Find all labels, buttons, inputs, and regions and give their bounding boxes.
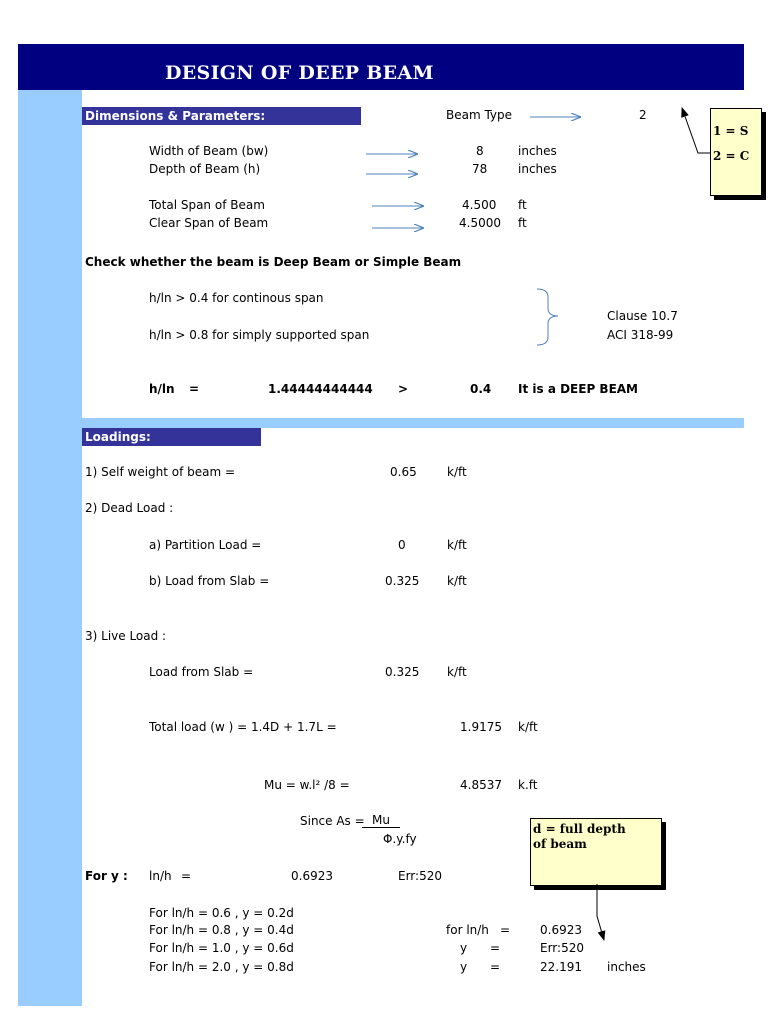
ratio-limit: 0.4 [470, 382, 492, 396]
total-load-label: Total load (w ) = 1.4D + 1.7L = [149, 720, 337, 734]
y-rule-3: For ln/h = 1.0 , y = 0.6d [149, 941, 294, 955]
width-unit: inches [518, 144, 557, 158]
slab-dead-load-unit: k/ft [447, 574, 467, 588]
clear-span-value[interactable]: 4.5000 [459, 216, 501, 230]
ratio-equals: = [189, 382, 200, 396]
self-weight-label: 1) Self weight of beam = [85, 465, 236, 479]
since-as-denominator: Φ.y.fy [383, 832, 417, 846]
beam-type-label: Beam Type [446, 108, 513, 122]
result-ln-h-label: for ln/h [446, 923, 489, 937]
live-load-label: 3) Live Load : [85, 629, 167, 643]
beam-type-note-connector-icon [682, 108, 710, 153]
total-span-label: Total Span of Beam [149, 198, 265, 212]
check-heading: Check whether the beam is Deep Beam or Simple Beam [85, 255, 462, 269]
slab-live-load-unit: k/ft [447, 665, 467, 679]
result-ln-h-equals: = [500, 923, 511, 937]
since-as-label: Since As = [300, 814, 365, 828]
ln-h-label: ln/h [149, 869, 172, 883]
depth-definition-text: d = full depth of beam [533, 822, 626, 851]
since-as-numerator: Mu [362, 814, 400, 828]
slab-live-load-label: Load from Slab = [149, 665, 254, 679]
ln-h-equals: = [181, 869, 192, 883]
result-y-label: y [460, 941, 468, 955]
condition-continuous: h/ln > 0.4 for continous span [149, 291, 324, 305]
aci-ref: ACI 318-99 [607, 328, 674, 342]
partition-load-unit: k/ft [447, 538, 467, 552]
moment-value: 4.8537 [460, 778, 502, 792]
y-rule-2: For ln/h = 0.8 , y = 0.4d [149, 923, 294, 937]
curly-brace-icon [537, 289, 558, 345]
y-rule-4: For ln/h = 2.0 , y = 0.8d [149, 960, 294, 974]
width-value[interactable]: 8 [476, 144, 484, 158]
self-weight-unit: k/ft [447, 465, 467, 479]
total-load-unit: k/ft [518, 720, 538, 734]
slab-dead-load-label: b) Load from Slab = [149, 574, 270, 588]
depth-label: Depth of Beam (h) [149, 162, 261, 176]
result-ln-h-value: 0.6923 [540, 923, 582, 937]
moment-unit: k.ft [518, 778, 538, 792]
slab-dead-load-value[interactable]: 0.325 [385, 574, 420, 588]
result-y2-equals: = [490, 960, 501, 974]
beam-type-note-line1: 1 = S [713, 124, 749, 138]
result-y2-label: y [460, 960, 468, 974]
self-weight-value[interactable]: 0.65 [390, 465, 417, 479]
page-title: DESIGN OF DEEP BEAM [165, 62, 434, 84]
depth-note-connector-icon [597, 884, 604, 940]
ratio-greater-than: > [398, 382, 409, 396]
ln-h-value: 0.6923 [291, 869, 333, 883]
condition-simply-supported: h/ln > 0.8 for simply supported span [149, 328, 370, 342]
partition-load-label: a) Partition Load = [149, 538, 262, 552]
result-y-value: 22.191 [540, 960, 582, 974]
moment-label: Mu = w.l² /8 = [264, 778, 350, 792]
total-span-unit: ft [518, 198, 527, 212]
clear-span-unit: ft [518, 216, 527, 230]
clear-span-label: Clear Span of Beam [149, 216, 269, 230]
beam-type-value[interactable]: 2 [639, 108, 647, 122]
beam-type-note-line2: 2 = C [713, 149, 750, 163]
ratio-value: 1.44444444444 [268, 382, 373, 396]
dead-load-label: 2) Dead Load : [85, 501, 174, 515]
ln-h-error: Err:520 [398, 869, 442, 883]
total-span-value[interactable]: 4.500 [462, 198, 497, 212]
depth-value[interactable]: 78 [472, 162, 488, 176]
result-y-unit: inches [607, 960, 646, 974]
deep-beam-result: It is a DEEP BEAM [518, 382, 638, 396]
y-rule-1: For ln/h = 0.6 , y = 0.2d [149, 906, 294, 920]
loadings-header: Loadings: [82, 428, 261, 446]
result-y-equals: = [490, 941, 501, 955]
clause-ref: Clause 10.7 [607, 309, 678, 323]
depth-unit: inches [518, 162, 557, 176]
width-label: Width of Beam (bw) [149, 144, 269, 158]
partition-load-value[interactable]: 0 [398, 538, 406, 552]
slab-live-load-value[interactable]: 0.325 [385, 665, 420, 679]
total-load-value: 1.9175 [460, 720, 502, 734]
dimensions-header: Dimensions & Parameters: [82, 107, 361, 125]
for-y-label: For y : [85, 869, 128, 883]
result-y-error: Err:520 [540, 941, 584, 955]
ratio-label: h/ln [149, 382, 175, 396]
